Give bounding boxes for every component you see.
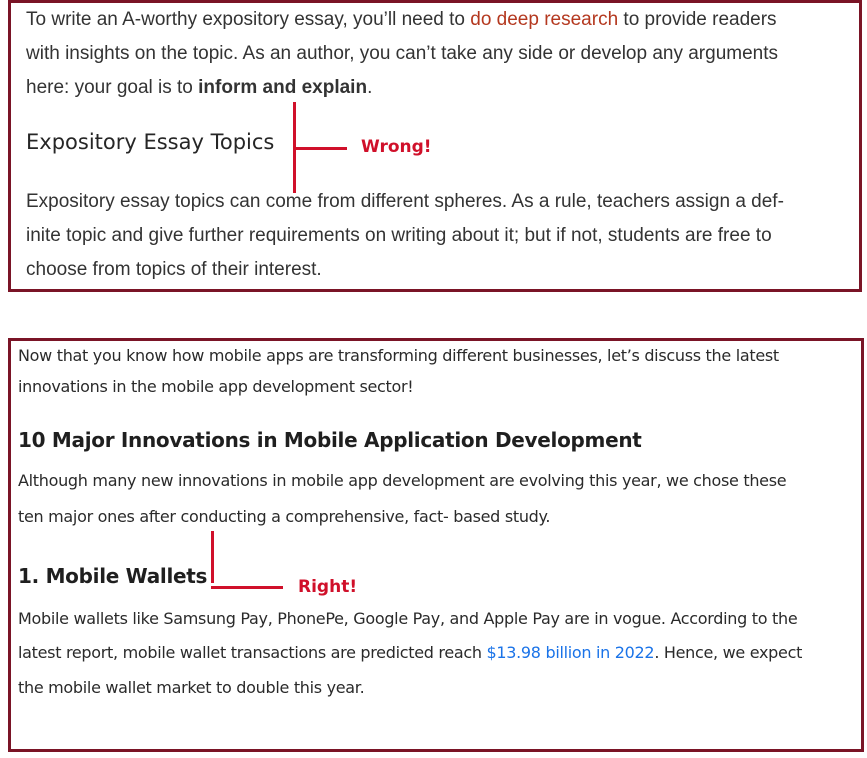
text-span: . — [367, 77, 373, 98]
wrong-para1-line1 — [26, 9, 777, 31]
text-span: here: your goal is to — [26, 77, 199, 98]
text-span: . Hence, we expect — [654, 643, 803, 662]
mobile-wallets-subheading: 1. Mobile Wallets — [18, 564, 208, 588]
right-annotation: Right! — [298, 577, 358, 597]
right-para2-line2 — [18, 643, 802, 662]
text-span: to provide readers — [618, 9, 777, 30]
wrong-para1-line2: with insights on the topic. As an author, you can’t take any side or develop any arguments — [26, 43, 779, 64]
right-intro-line1: Now that you know how mobile apps are transforming different businesses, let’s discuss the latest — [18, 346, 779, 365]
text-span: latest report, mobile wallet transactions are predicted reach — [18, 643, 487, 662]
do-deep-research-link[interactable]: do deep research — [470, 9, 619, 30]
wrong-annotation: Wrong! — [361, 137, 432, 157]
right-spacing-marker-horizontal — [211, 586, 283, 589]
right-para2-line1: Mobile wallets like Samsung Pay, PhonePe, Google Pay, and Apple Pay are in vogue. According to the — [18, 609, 798, 628]
wallet-forecast-link[interactable]: $13.98 billion in 2022 — [486, 643, 655, 662]
wrong-para2-line2: inite topic and give further requirements on writing about it; but if not, students are free to — [26, 225, 772, 246]
bold-phrase: inform and explain — [198, 77, 368, 98]
right-para1-line1: Although many new innovations in mobile app development are evolving this year, we chose these — [18, 471, 787, 490]
right-spacing-marker-vertical — [211, 531, 214, 583]
major-innovations-heading: 10 Major Innovations in Mobile Application Development — [18, 428, 642, 452]
text-span: To write an A-worthy expository essay, you’ll need to — [26, 9, 471, 30]
wrong-spacing-marker-horizontal — [293, 147, 347, 150]
wrong-para2-line3: choose from topics of their interest. — [26, 259, 322, 280]
wrong-para2-line1: Expository essay topics can come from different spheres. As a rule, teachers assign a def- — [26, 191, 784, 212]
right-intro-line2: innovations in the mobile app development sector! — [18, 377, 414, 396]
expository-essay-topics-heading: Expository Essay Topics — [26, 130, 275, 154]
right-para2-line3: the mobile wallet market to double this year. — [18, 678, 365, 697]
wrong-para1-line3 — [26, 77, 372, 99]
right-para1-line2: ten major ones after conducting a comprehensive, fact- based study. — [18, 507, 551, 526]
